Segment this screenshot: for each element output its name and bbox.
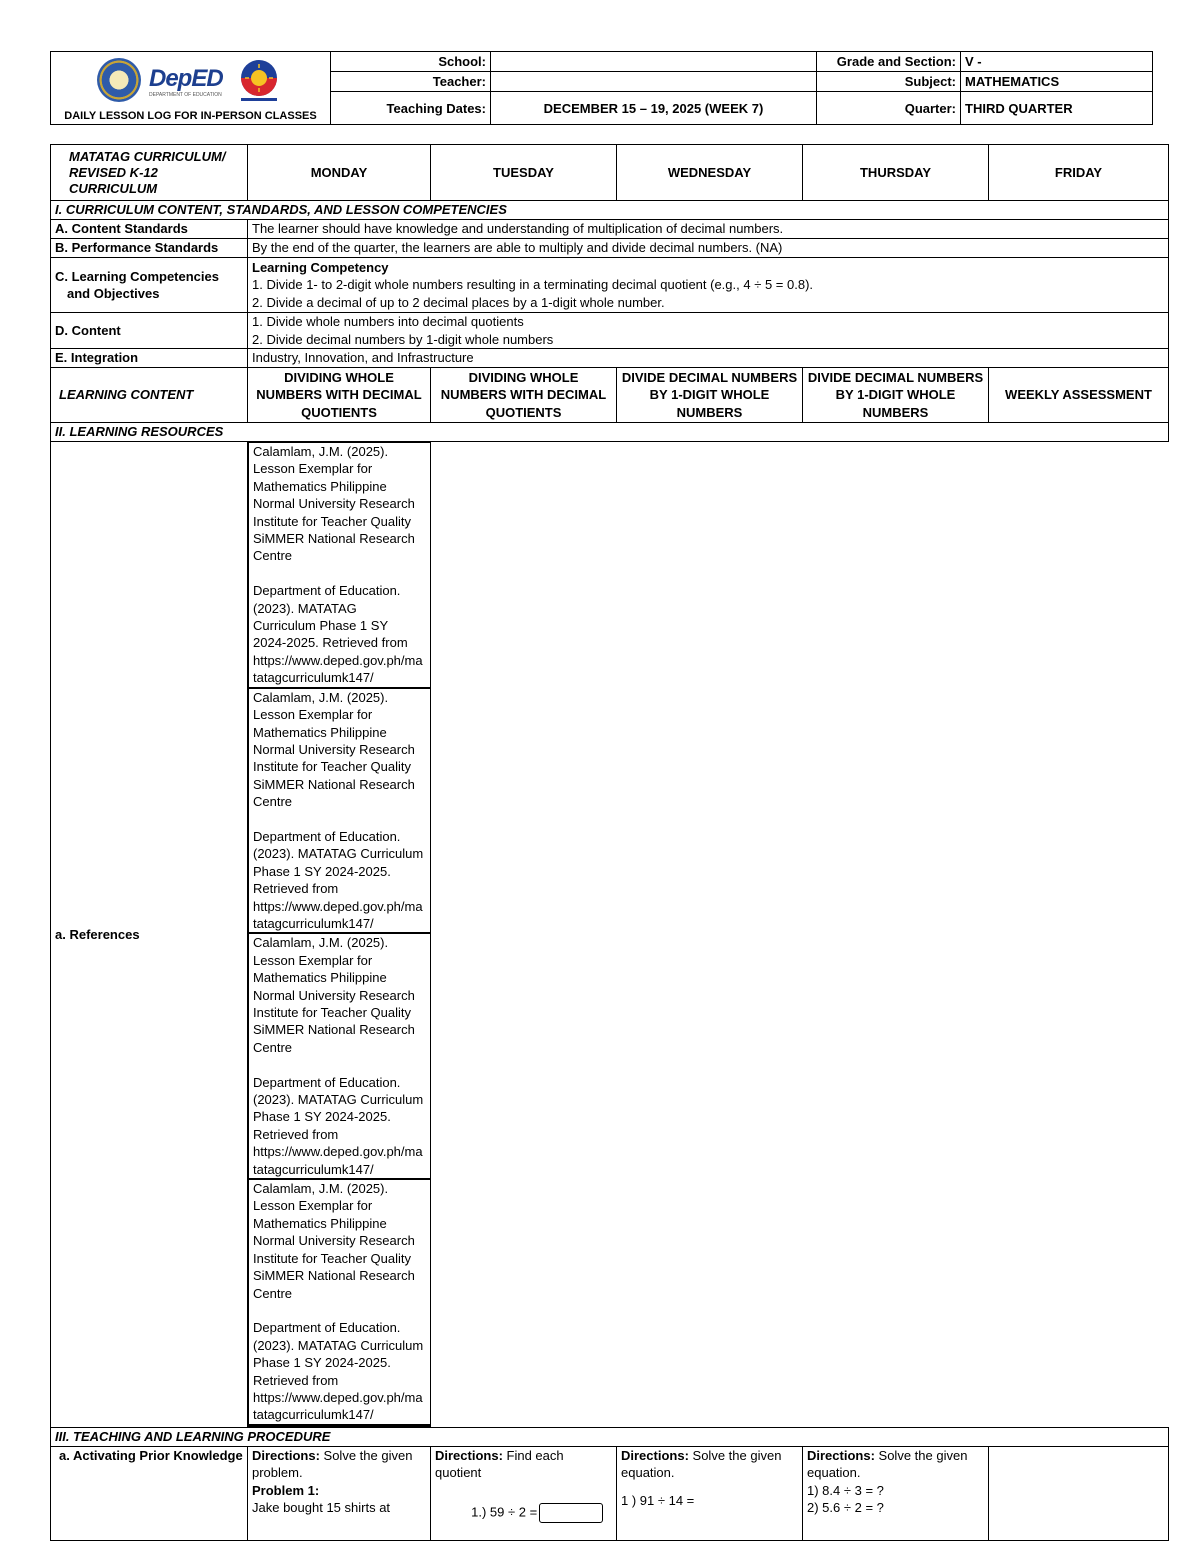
references-monday: Calamlam, J.M. (2025). Lesson Exemplar for Mathematics Philippine Normal University Research Institute for Teacher Quality SiMMER National Research Centre Department of Education. (2023). MATATAG Curriculum Phase 1 SY 2024-2025. Retrieved from https://www.deped.gov.ph/ma tatagcurriculumk147/ bbox=[248, 442, 431, 688]
references-row bbox=[51, 442, 1169, 1428]
school-label: School: bbox=[331, 52, 491, 72]
learning-content-row bbox=[51, 368, 1169, 423]
competencies-text: Learning Competency 1. Divide 1- to 2-digit whole numbers resulting in a terminating decimal quotient (e.g., 4 ÷ 5 = 0.8). 2. Divide a decimal of up to 2 decimal places by a 1-digit whole number. bbox=[248, 258, 1169, 313]
subject-value: MATHEMATICS bbox=[961, 72, 1153, 92]
quarter-value: THIRD QUARTER bbox=[961, 92, 1153, 125]
integration-label: E. Integration bbox=[51, 349, 248, 368]
day-tuesday: TUESDAY bbox=[431, 145, 617, 201]
section-learning-resources: II. LEARNING RESOURCES bbox=[51, 423, 1169, 442]
day-monday: MONDAY bbox=[248, 145, 431, 201]
dates-value: DECEMBER 15 – 19, 2025 (WEEK 7) bbox=[491, 92, 817, 125]
learning-content-tuesday: DIVIDING WHOLE NUMBERS WITH DECIMAL QUOTIENTS bbox=[431, 368, 617, 423]
activating-monday: Directions: Solve the given problem. Problem 1: Jake bought 15 shirts at bbox=[248, 1446, 431, 1541]
performance-standards-text: By the end of the quarter, the learners are able to multiply and divide decimal numbers. (NA) bbox=[248, 239, 1169, 258]
curriculum-corner: MATATAG CURRICULUM/ REVISED K-12 CURRICULUM bbox=[51, 145, 248, 201]
bagong-pilipinas-logo bbox=[231, 58, 287, 104]
grade-value: V - bbox=[961, 52, 1153, 72]
dates-label: Teaching Dates: bbox=[331, 92, 491, 125]
days-header-row bbox=[51, 145, 1169, 201]
activating-thursday: Directions: Solve the given equation. 1) 8.4 ÷ 3 = ? 2) 5.6 ÷ 2 = ? bbox=[803, 1446, 989, 1541]
deped-logo: DepED DEPARTMENT OF EDUCATION bbox=[149, 65, 223, 98]
section-teaching-procedure: III. TEACHING AND LEARNING PROCEDURE bbox=[51, 1427, 1169, 1446]
learning-content-monday: DIVIDING WHOLE NUMBERS WITH DECIMAL QUOTIENTS bbox=[248, 368, 431, 423]
content-standards-text: The learner should have knowledge and understanding of multiplication of decimal numbers. bbox=[248, 220, 1169, 239]
learning-content-friday: WEEKLY ASSESSMENT bbox=[989, 368, 1169, 423]
teacher-value bbox=[491, 72, 817, 92]
references-thursday: Calamlam, J.M. (2025). Lesson Exemplar for Mathematics Philippine Normal University Research Institute for Teacher Quality SiMMER National Research Centre Department of Education. (2023). MATATAG Curriculum Phase 1 SY 2024-2025. Retrieved from https://www.deped.gov.ph/ma tatagcurriculumk147/ bbox=[248, 1179, 431, 1425]
learning-content-label: LEARNING CONTENT bbox=[51, 368, 248, 423]
grade-label: Grade and Section: bbox=[817, 52, 961, 72]
logo-cell: DepED DEPARTMENT OF EDUCATION DAILY LESSON LOG FOR IN-PERSON CLASSES bbox=[51, 52, 331, 125]
performance-standards-label: B. Performance Standards bbox=[51, 239, 248, 258]
content-standards-label: A. Content Standards bbox=[51, 220, 248, 239]
school-value bbox=[491, 52, 817, 72]
subject-label: Subject: bbox=[817, 72, 961, 92]
activating-friday bbox=[989, 1446, 1169, 1541]
competencies-label: C. Learning Competencies and Objectives bbox=[51, 258, 248, 313]
learning-content-thursday: DIVIDE DECIMAL NUMBERS BY 1-DIGIT WHOLE NUMBERS bbox=[803, 368, 989, 423]
content-label: D. Content bbox=[51, 313, 248, 349]
answer-box bbox=[539, 1503, 603, 1523]
activating-tuesday: Directions: Find each quotient 1.) 59 ÷ 2 = bbox=[431, 1446, 617, 1541]
learning-content-wednesday: DIVIDE DECIMAL NUMBERS BY 1-DIGIT WHOLE NUMBERS bbox=[617, 368, 803, 423]
activating-label: a. Activating Prior Knowledge bbox=[51, 1446, 248, 1541]
day-thursday: THURSDAY bbox=[803, 145, 989, 201]
references-tuesday: Calamlam, J.M. (2025). Lesson Exemplar for Mathematics Philippine Normal University Research Institute for Teacher Quality SiMMER National Research Centre Department of Education. (2023). MATATAG Curriculum Phase 1 SY 2024-2025. Retrieved from https://www.deped.gov.ph/ma tatagcurriculumk147/ bbox=[248, 688, 431, 934]
integration-text: Industry, Innovation, and Infrastructure bbox=[248, 349, 1169, 368]
quarter-label: Quarter: bbox=[817, 92, 961, 125]
references-label: a. References bbox=[51, 442, 248, 1428]
day-friday: FRIDAY bbox=[989, 145, 1169, 201]
deped-seal-logo bbox=[97, 58, 141, 102]
header-table bbox=[50, 51, 1153, 125]
section-curriculum-content: I. CURRICULUM CONTENT, STANDARDS, AND LESSON COMPETENCIES bbox=[51, 201, 1169, 220]
content-text: 1. Divide whole numbers into decimal quotients 2. Divide decimal numbers by 1-digit whole numbers bbox=[248, 313, 1169, 349]
day-wednesday: WEDNESDAY bbox=[617, 145, 803, 201]
teacher-label: Teacher: bbox=[331, 72, 491, 92]
lesson-log-table bbox=[50, 144, 1169, 1541]
activating-wednesday: Directions: Solve the given equation. 1 ) 91 ÷ 14 = bbox=[617, 1446, 803, 1541]
references-wednesday: Calamlam, J.M. (2025). Lesson Exemplar for Mathematics Philippine Normal University Research Institute for Teacher Quality SiMMER National Research Centre Department of Education. (2023). MATATAG Curriculum Phase 1 SY 2024-2025. Retrieved from https://www.deped.gov.ph/ma tatagcurriculumk147/ bbox=[248, 933, 431, 1179]
activating-prior-knowledge-row bbox=[51, 1446, 1169, 1541]
